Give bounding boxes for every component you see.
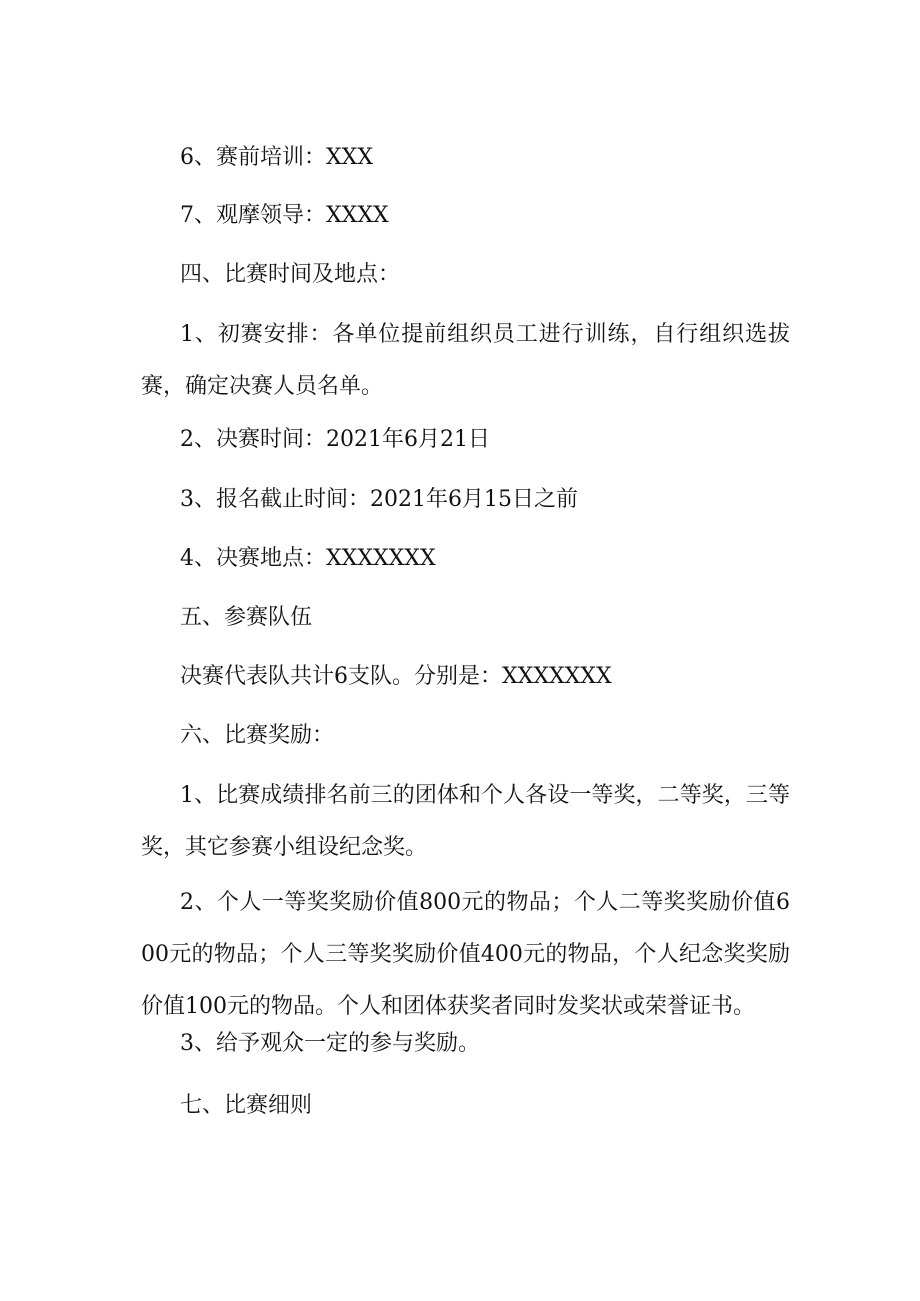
heading-time-and-place: 四、比赛时间及地点： xyxy=(180,262,401,287)
paragraph-pre-training: 6、赛前培训：XXX xyxy=(180,145,373,170)
paragraph-final-venue: 4、决赛地点：XXXXXXX xyxy=(180,546,436,571)
paragraph-final-time: 2、决赛时间：2021年6月21日 xyxy=(180,427,490,452)
heading-rules: 七、比赛细则 xyxy=(180,1093,313,1118)
paragraph-team-count: 决赛代表队共计6支队。分别是：XXXXXXX xyxy=(180,664,612,689)
paragraph-registration-deadline: 3、报名截止时间：2021年6月15日之前 xyxy=(180,487,578,512)
heading-awards: 六、比赛奖励： xyxy=(180,723,335,748)
paragraph-preliminary-arrangement: 1、初赛安排：各单位提前组织员工进行训练，自行组织选拔赛，确定决赛人员名单。 xyxy=(141,322,790,399)
paragraph-award-values: 2、个人一等奖奖励价值800元的物品；个人二等奖奖励价值600元的物品；个人三等奖奖励价值400元的物品，个人纪念奖奖励价值100元的物品。个人和团体获奖者同时发奖状或荣誉证书。 xyxy=(141,890,790,1019)
paragraph-award-ranks: 1、比赛成绩排名前三的团体和个人各设一等奖，二等奖，三等奖，其它参赛小组设纪念奖。 xyxy=(141,783,790,860)
paragraph-observing-leaders: 7、观摩领导：XXXX xyxy=(180,203,389,228)
paragraph-audience-awards: 3、给予观众一定的参与奖励。 xyxy=(180,1031,480,1056)
heading-teams: 五、参赛队伍 xyxy=(180,605,313,630)
